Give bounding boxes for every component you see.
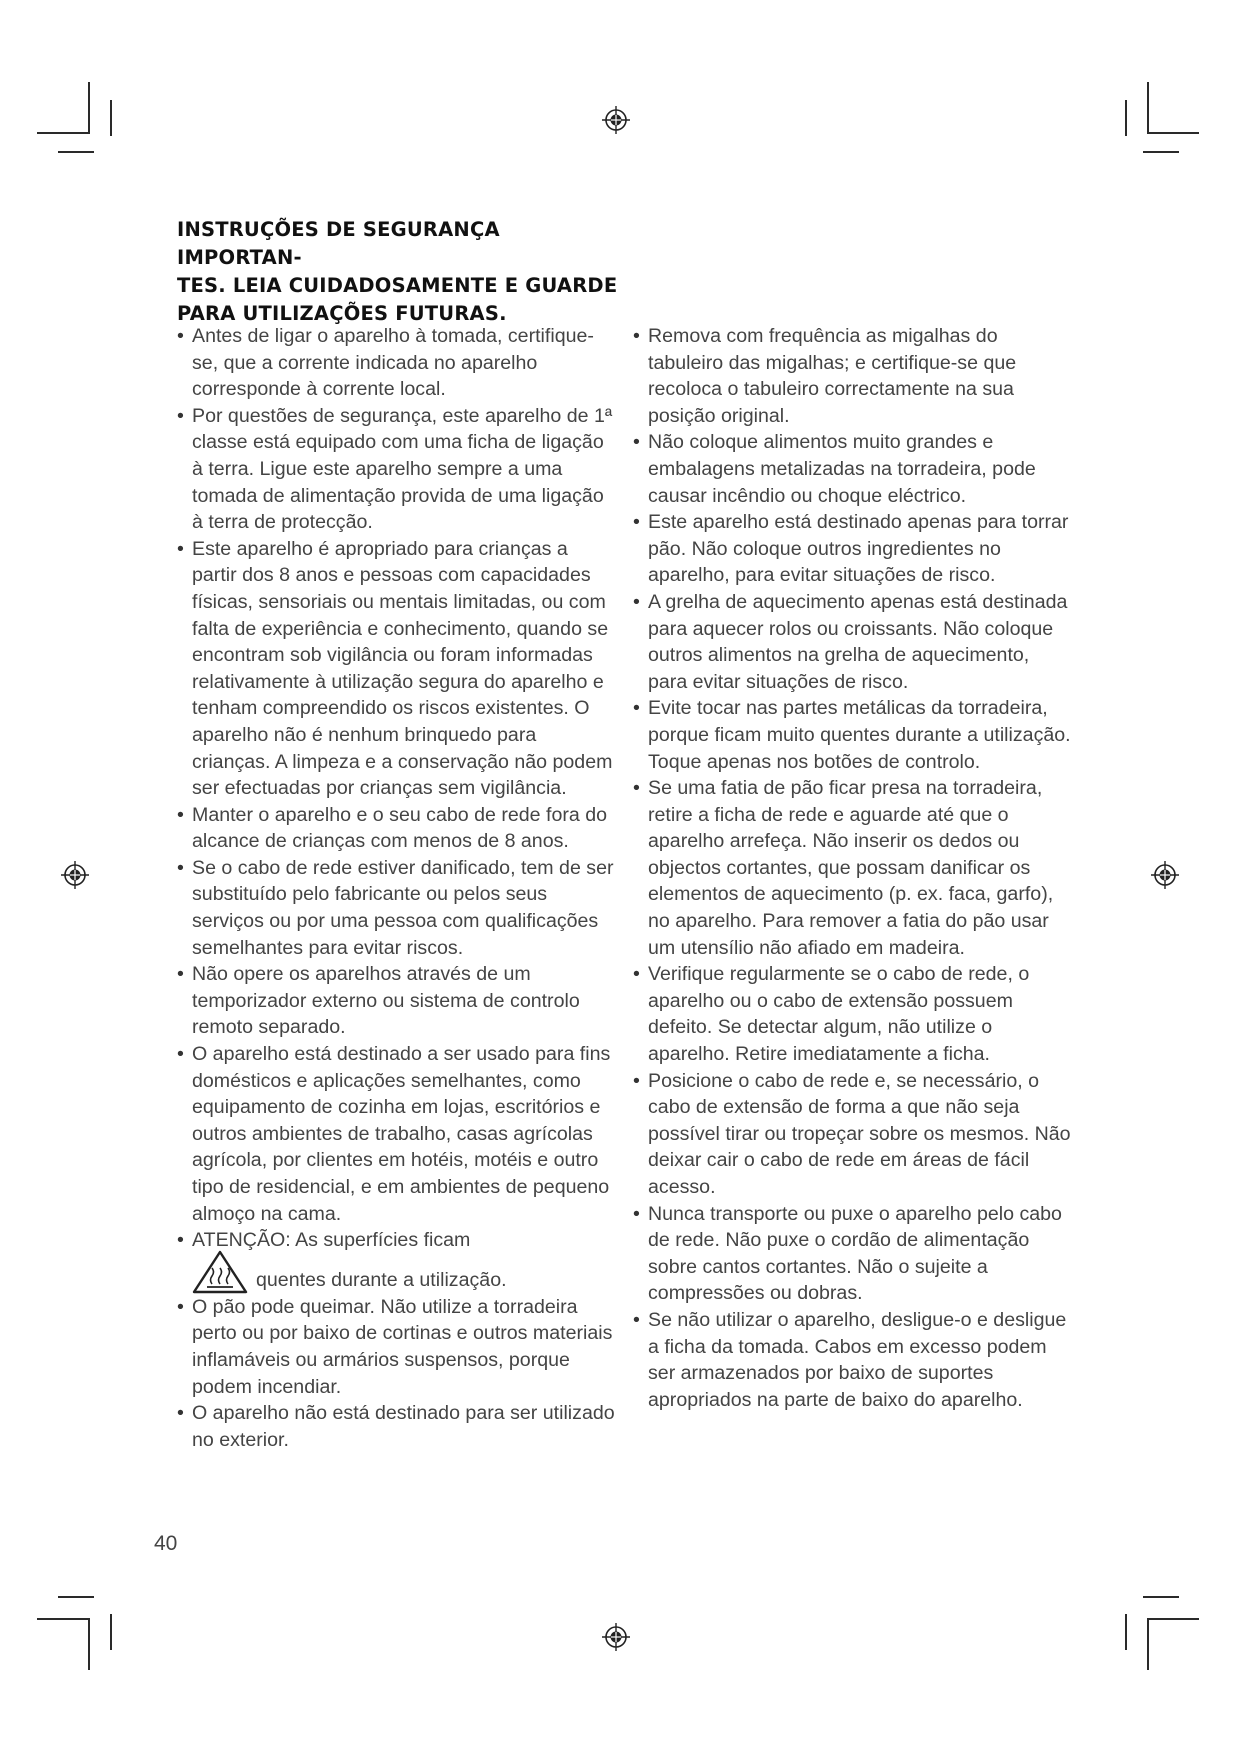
crop-mark bbox=[58, 1596, 94, 1598]
crop-mark bbox=[1125, 100, 1127, 136]
left-column-list bbox=[177, 323, 617, 1453]
crop-mark bbox=[88, 82, 90, 134]
crop-mark bbox=[1125, 1614, 1127, 1650]
heading-line: TES. LEIA CUIDADOSAMENTE E GUARDE bbox=[177, 274, 618, 297]
crop-mark bbox=[37, 132, 89, 134]
registration-mark-icon bbox=[601, 105, 631, 135]
safety-heading bbox=[177, 216, 627, 328]
list-item: • Verifique regularmente se o cabo de rede, o aparelho ou o cabo de extensão possuem defeito. Se detectar algum, não utilize o aparelho. Retire imediatamente a ficha. bbox=[633, 961, 1073, 1067]
page-number: 40 bbox=[154, 1532, 178, 1555]
list-item: • Antes de ligar o aparelho à tomada, certifique-se, que a corrente indicada no aparelho corresponde à corrente local. bbox=[177, 323, 617, 403]
list-item: • Posicione o cabo de rede e, se necessário, o cabo de extensão de forma a que não seja possível tirar ou tropeçar sobre os mesmos. Não deixar cair o cabo de rede em áreas de fácil acesso. bbox=[633, 1068, 1073, 1201]
crop-mark bbox=[110, 100, 112, 136]
crop-mark bbox=[1147, 132, 1199, 134]
crop-mark bbox=[1147, 82, 1149, 134]
heading-line: PARA UTILIZAÇÕES FUTURAS. bbox=[177, 302, 507, 325]
crop-mark bbox=[1147, 1618, 1149, 1670]
list-item: • Este aparelho é apropriado para crianças a partir dos 8 anos e pessoas com capacidades físicas, sensoriais ou mentais limitadas, ou com falta de experiência e conhecimento, quando se encontram sob vigilância ou foram informadas relativamente à utilização segura do aparelho e tenham compreendido os riscos existentes. O aparelho não é nenhum brinquedo para crianças. A limpeza e a conservação não podem ser efectuadas por crianças sem vigilância. bbox=[177, 536, 617, 802]
list-item: • Não opere os aparelhos através de um temporizador externo ou sistema de controlo remoto separado. bbox=[177, 961, 617, 1041]
list-item: • Se não utilizar o aparelho, desligue-o e desligue a ficha da tomada. Cabos em excesso podem ser armazenados por baixo de suportes apropriados na parte de baixo do aparelho. bbox=[633, 1307, 1073, 1413]
warning-line-1: • ATENÇÃO: As superfícies ficam bbox=[192, 1229, 471, 1252]
list-item: • Este aparelho está destinado apenas para torrar pão. Não coloque outros ingredientes no aparelho, para evitar situações de risco. bbox=[633, 509, 1073, 589]
right-column-list bbox=[633, 323, 1073, 1413]
crop-mark bbox=[1143, 1596, 1179, 1598]
list-item: • O aparelho não está destinado para ser utilizado no exterior. bbox=[177, 1400, 617, 1453]
crop-mark bbox=[37, 1618, 89, 1620]
crop-mark bbox=[1143, 151, 1179, 153]
list-item: • O pão pode queimar. Não utilize a torradeira perto ou por baixo de cortinas e outros materiais inflamáveis ou armários suspensos, porque podem incendiar. bbox=[177, 1294, 617, 1400]
list-item: • A grelha de aquecimento apenas está destinada para aquecer rolos ou croissants. Não coloque outros alimentos na grelha de aquecimento, para evitar situações de risco. bbox=[633, 589, 1073, 695]
warning-line-2: quentes durante a utilização. bbox=[256, 1269, 507, 1292]
crop-mark bbox=[110, 1614, 112, 1650]
list-item: • O aparelho está destinado a ser usado para fins domésticos e aplicações semelhantes, como equipamento de cozinha em lojas, escritórios e outros ambientes de trabalho, casas agrícolas agrícola, por clientes em hotéis, motéis e outro tipo de residencial, e em ambientes de pequeno almoço na cama. bbox=[177, 1041, 617, 1227]
list-item: • Remova com frequência as migalhas do tabuleiro das migalhas; e certifique-se que recoloca o tabuleiro correctamente na sua posição original. bbox=[633, 323, 1073, 429]
warning-row bbox=[192, 1254, 617, 1294]
crop-mark bbox=[58, 151, 94, 153]
crop-mark bbox=[88, 1618, 90, 1670]
list-item: • Se o cabo de rede estiver danificado, tem de ser substituído pelo fabricante ou pelos seus serviços ou por uma pessoa com qualificações semelhantes para evitar riscos. bbox=[177, 855, 617, 961]
registration-mark-icon bbox=[601, 1622, 631, 1652]
list-item: • Se uma fatia de pão ficar presa na torradeira, retire a ficha de rede e aguarde até que o aparelho arrefeça. Não inserir os dedos ou objectos cortantes, que possam danificar os elementos de aquecimento (p. ex. faca, garfo), no aparelho. Para remover a fatia do pão usar um utensílio não afiado em madeira. bbox=[633, 775, 1073, 961]
warning-item bbox=[177, 1227, 617, 1294]
registration-mark-icon bbox=[60, 860, 90, 890]
list-item: • Não coloque alimentos muito grandes e embalagens metalizadas na torradeira, pode causar incêndio ou choque eléctrico. bbox=[633, 429, 1073, 509]
list-item: • Nunca transporte ou puxe o aparelho pelo cabo de rede. Não puxe o cordão de alimentação sobre cantos cortantes. Não o sujeite a compressões ou dobras. bbox=[633, 1201, 1073, 1307]
list-item: • Evite tocar nas partes metálicas da torradeira, porque ficam muito quentes durante a utilização. Toque apenas nos botões de controlo. bbox=[633, 695, 1073, 775]
heading-line: INSTRUÇÕES DE SEGURANÇA IMPORTAN- bbox=[177, 218, 500, 269]
registration-mark-icon bbox=[1150, 860, 1180, 890]
hot-surface-warning-icon bbox=[192, 1250, 248, 1294]
list-item: • Manter o aparelho e o seu cabo de rede fora do alcance de crianças com menos de 8 anos. bbox=[177, 802, 617, 855]
crop-mark bbox=[1147, 1618, 1199, 1620]
list-item: • Por questões de segurança, este aparelho de 1ª classe está equipado com uma ficha de ligação à terra. Ligue este aparelho sempre a uma tomada de alimentação provida de uma ligação à terra de protecção. bbox=[177, 403, 617, 536]
